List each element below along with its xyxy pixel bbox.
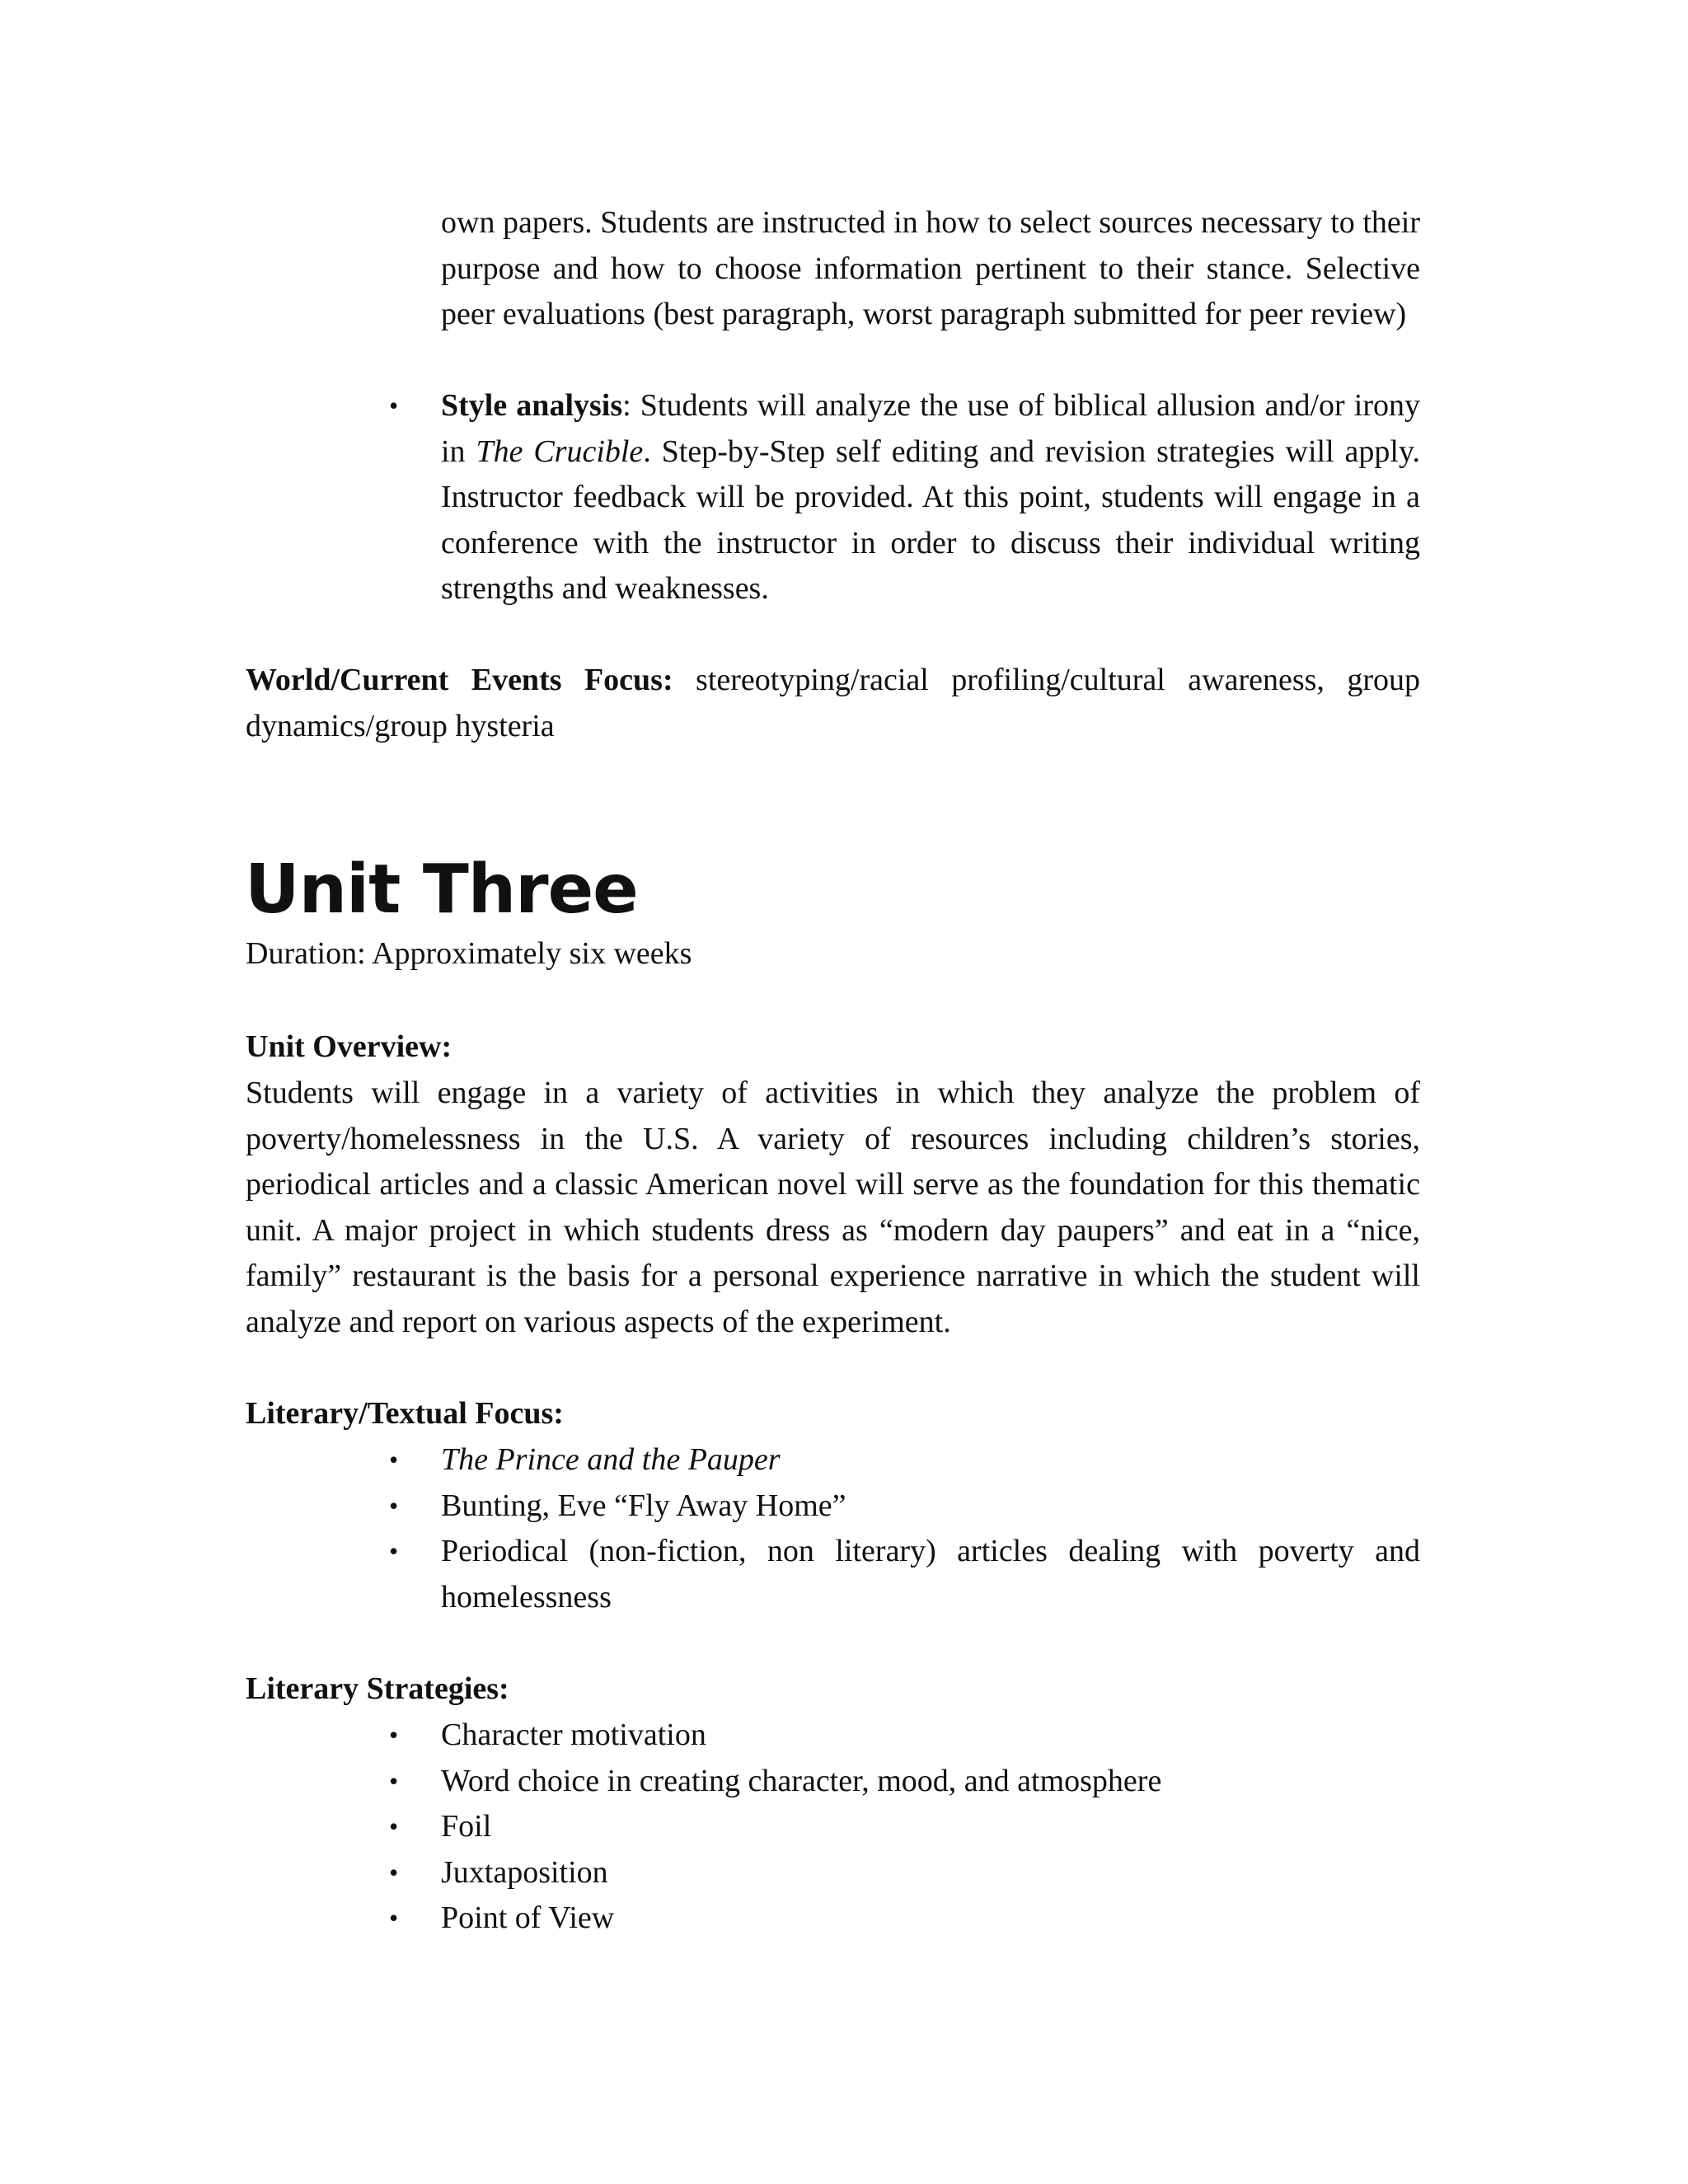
list-item: • Character motivation xyxy=(441,1713,1420,1759)
world-events-label: World/Current Events Focus: xyxy=(246,663,673,697)
bullet-icon: • xyxy=(389,1536,399,1566)
world-events-text: stereotyping/racial profiling/cultural awareness, group dynamics/group hysteria xyxy=(246,663,1420,743)
world-events-paragraph xyxy=(246,658,1420,749)
list-item: • The Prince and the Pauper xyxy=(441,1437,1420,1483)
list-item: • Juxtaposition xyxy=(441,1850,1420,1896)
literary-focus-list xyxy=(0,1437,1420,1620)
list-item: • Word choice in creating character, mood, and atmosphere xyxy=(441,1759,1420,1805)
list-item: • Periodical (non-fiction, non literary) articles dealing with poverty and homelessness xyxy=(441,1529,1420,1620)
style-analysis-text-b: . Step-by-Step self editing and revision strategies will apply. Instructor feedback will be provided. At this point, students will engage in a conference with the instructor in order to discuss their individual writing strengths and weaknesses. xyxy=(441,434,1420,606)
overview-label: Unit Overview: xyxy=(246,1029,452,1064)
list-item: • Foil xyxy=(441,1804,1420,1850)
style-analysis-text-a: : Students will analyze the use of biblical allusion and/or irony in xyxy=(441,388,1420,469)
continued-bullet-text: own papers. Students are instructed in how to select sources necessary to their purpose and how to choose information pertinent to their stance. Selective peer evaluations (best paragraph, worst paragraph submitted for peer review) xyxy=(441,205,1420,331)
strategies-list xyxy=(0,1713,1420,1942)
bullet-icon: • xyxy=(389,1811,399,1841)
bullet-icon: • xyxy=(389,391,399,420)
bullet-icon: • xyxy=(389,1445,399,1474)
strategies-label: Literary Strategies: xyxy=(246,1671,509,1706)
overview-paragraph: Students will engage in a variety of activities in which they analyze the problem of poverty/homelessness in the U.S. A variety of resources including children’s stories, periodical articles and a classic American novel will serve as the foundation for this thematic unit. A major project in which students dress as “modern day paupers” and eat in a “nice, family” restaurant is the basis for a personal experience narrative in which the student will analyze and report on various aspects of the experiment. xyxy=(246,1076,1420,1339)
bullet-icon: • xyxy=(389,1903,399,1933)
bullet-icon: • xyxy=(389,1857,399,1887)
strategies-heading xyxy=(246,1666,1420,1713)
overview-heading xyxy=(246,1024,1420,1071)
style-analysis-list xyxy=(0,383,1420,612)
list-item: • Bunting, Eve “Fly Away Home” xyxy=(441,1483,1420,1530)
unit-title: Unit Three xyxy=(245,851,638,929)
list-item-style-analysis xyxy=(389,383,1420,612)
literary-focus-heading xyxy=(246,1391,1420,1437)
list-item: • Point of View xyxy=(441,1896,1420,1942)
literary-focus-label: Literary/Textual Focus: xyxy=(246,1396,564,1431)
style-analysis-title: The Crucible xyxy=(476,434,644,469)
bullet-icon: • xyxy=(389,1490,399,1521)
bullet-icon: • xyxy=(389,1720,399,1750)
bullet-icon: • xyxy=(389,1765,399,1796)
unit-duration: Duration: Approximately six weeks xyxy=(246,936,692,971)
style-analysis-label: Style analysis xyxy=(441,388,623,423)
